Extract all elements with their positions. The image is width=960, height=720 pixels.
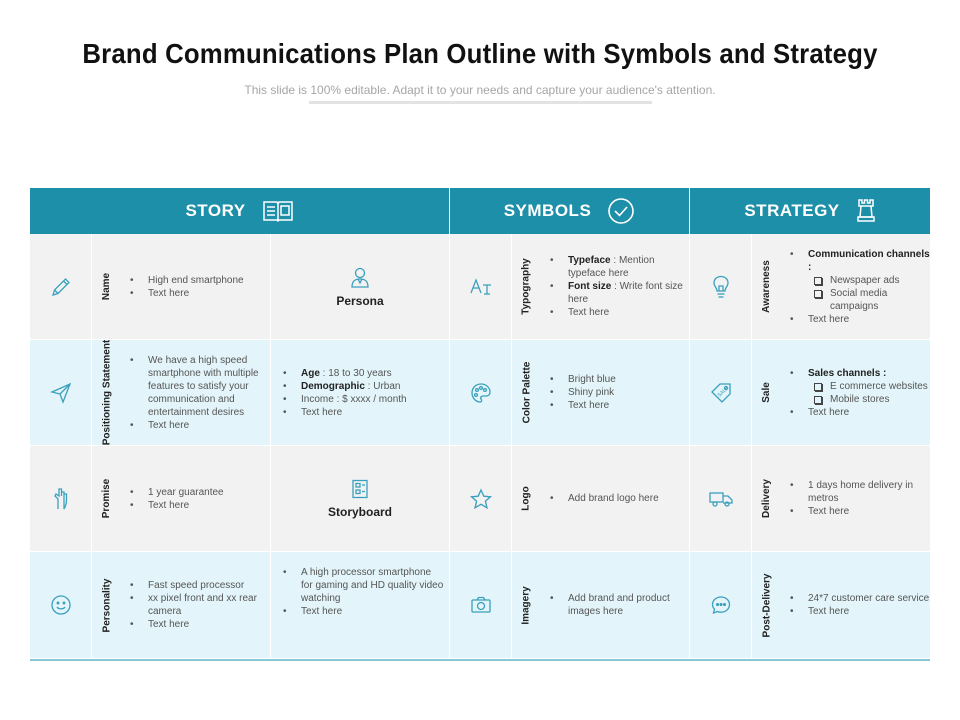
list-item: • Demographic : Urban <box>301 380 407 393</box>
promise-content <box>92 446 270 551</box>
row-divider <box>30 445 930 446</box>
list-item: • Font size : Write font size here <box>568 280 689 306</box>
personality-content <box>92 552 270 658</box>
header-symbols-label: SYMBOLS <box>503 201 592 220</box>
list-item: • Bright blue <box>568 373 616 386</box>
star-icon <box>450 446 511 551</box>
list-item: • Add brand logo here <box>568 492 659 505</box>
row-divider <box>30 551 930 552</box>
row-label-personality: Personality <box>101 578 113 632</box>
row-label-color-palette: Color Palette <box>521 361 532 424</box>
list-item: • Text here <box>148 287 244 300</box>
header-symbols <box>450 188 689 234</box>
list-item: • Text here <box>808 605 929 618</box>
list-item: • Add brand and product images here <box>568 592 683 618</box>
person-icon <box>350 266 370 294</box>
row-label-delivery: Delivery <box>761 479 773 518</box>
column-divider <box>449 234 450 658</box>
list-item: • 1 days home delivery in metros <box>808 479 930 505</box>
typography-content <box>512 234 689 339</box>
list-item: • High end smartphone <box>148 274 244 287</box>
list-item: • A high processor smartphone for gaming and HD quality video watching <box>301 566 445 605</box>
hand-gesture-icon <box>30 446 91 551</box>
chat-bubble-icon <box>690 552 751 658</box>
persona-title: Persona <box>336 293 384 308</box>
delivery-content <box>752 446 930 551</box>
list-item: • Fast speed processor <box>148 579 270 592</box>
delivery-truck-icon <box>690 446 751 551</box>
storyboard-cell <box>271 446 449 551</box>
list-item: • Text here <box>568 399 616 412</box>
open-book-icon <box>262 199 294 223</box>
name-content <box>92 234 270 339</box>
column-divider <box>511 234 512 658</box>
logo-content <box>512 446 689 551</box>
list-item: • xx pixel front and xx rear camera <box>148 592 270 618</box>
post-delivery-content <box>752 552 930 658</box>
storyboard-icon <box>351 479 369 505</box>
list-item: Social media campaigns <box>830 287 930 313</box>
sale-content <box>752 340 930 445</box>
page-subtitle: This slide is 100% editable. Adapt it to your needs and capture your audience's attention. <box>244 83 716 97</box>
price-tag-icon <box>690 340 751 445</box>
camera-icon <box>450 552 511 658</box>
color-palette-content <box>512 340 689 445</box>
row-label-logo: Logo <box>521 486 532 511</box>
paper-plane-icon <box>30 340 91 445</box>
positioning-content <box>92 340 270 445</box>
list-item: • Shiny pink <box>568 386 616 399</box>
subtitle-divider <box>309 101 652 104</box>
lightbulb-icon <box>690 234 751 339</box>
palette-icon <box>450 340 511 445</box>
list-item: Newspaper ads <box>830 274 930 287</box>
plan-table <box>30 188 930 661</box>
row-label-positioning: Positioning Statement <box>101 339 112 446</box>
typography-icon <box>450 234 511 339</box>
chess-rook-icon <box>856 198 876 224</box>
check-circle-icon <box>607 197 635 225</box>
list-item: • Income : $ xxxx / month <box>301 393 407 406</box>
list-item: • Typeface : Mention typeface here <box>568 254 689 280</box>
list-item: • Text here <box>148 499 224 512</box>
list-item: E commerce websites <box>830 380 928 392</box>
row-label-typography: Typography <box>521 258 533 315</box>
column-divider <box>689 234 690 658</box>
column-divider <box>270 234 271 658</box>
svg-text:SALE: SALE <box>716 384 730 399</box>
list-item: • Sales channels : E commerce websites Mobile stores <box>808 367 928 406</box>
row-label-promise: Promise <box>101 478 112 519</box>
list-item: • Text here <box>808 505 930 518</box>
storyboard-details <box>271 552 449 658</box>
imagery-content <box>512 552 689 658</box>
persona-details <box>271 340 449 445</box>
column-divider <box>91 234 92 658</box>
page-title: Brand Communications Plan Outline with Symbols and Strategy <box>82 38 878 69</box>
column-divider <box>751 234 752 658</box>
list-item: • We have a high speed smartphone with multiple features to satisfy your communication and entertainment desires <box>148 354 262 419</box>
row-label-name: Name <box>101 272 112 301</box>
row-divider <box>30 339 930 340</box>
row-label-awareness: Awareness <box>761 260 773 313</box>
list-item: • 1 year guarantee <box>148 486 224 499</box>
list-item: • Text here <box>301 605 445 618</box>
list-item: • Text here <box>808 406 928 419</box>
list-item: • Communication channels : Newspaper ads Social media campaigns <box>808 248 930 313</box>
list-item: • Age : 18 to 30 years <box>301 367 407 380</box>
persona-cell <box>271 234 449 339</box>
list-item: • Text here <box>568 306 689 319</box>
list-item: • Text here <box>301 406 407 419</box>
list-item: • 24*7 customer care service <box>808 592 929 605</box>
header-strategy <box>690 188 930 234</box>
header-story-label: STORY <box>185 201 246 220</box>
row-label-post-delivery: Post-Delivery <box>761 573 773 637</box>
smile-icon <box>30 552 91 658</box>
list-item: • Text here <box>808 313 930 326</box>
pencil-icon <box>30 234 91 339</box>
row-label-imagery: Imagery <box>521 585 533 625</box>
list-item: • Text here <box>148 419 262 432</box>
header-story <box>30 188 449 234</box>
list-item: Mobile stores <box>830 393 928 406</box>
header-strategy-label: STRATEGY <box>744 201 840 220</box>
list-item: • Text here <box>148 618 270 631</box>
awareness-content <box>752 234 930 339</box>
row-label-sale: Sale <box>760 382 772 403</box>
storyboard-title: Storyboard <box>327 504 392 519</box>
